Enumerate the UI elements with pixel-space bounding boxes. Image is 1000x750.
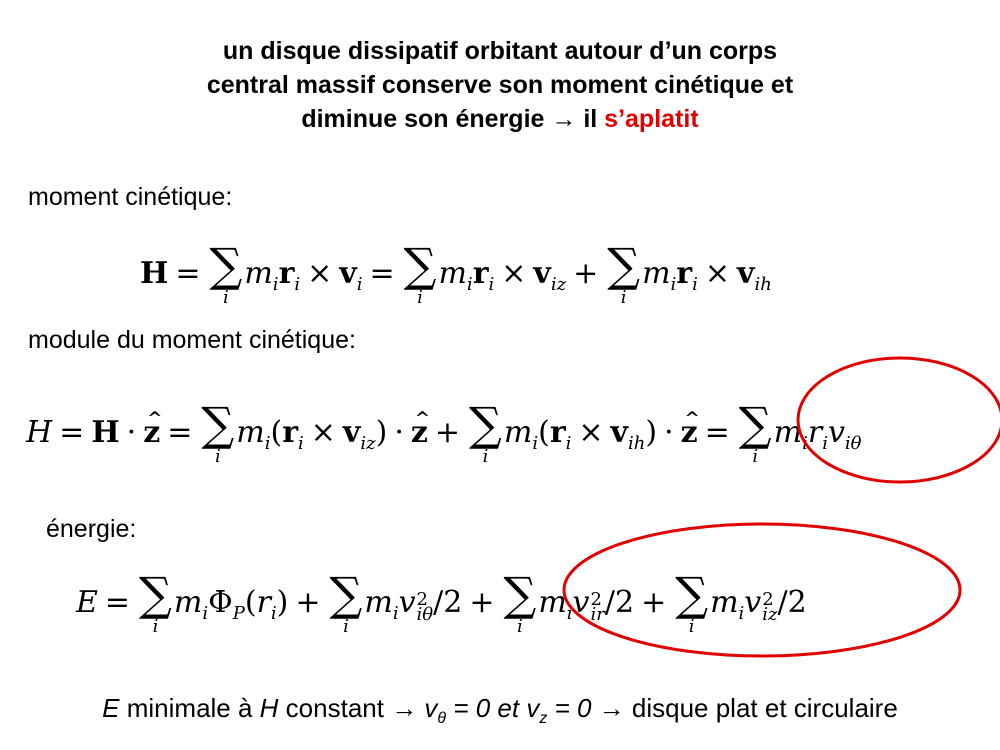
symbol-H: H [259, 693, 279, 723]
symbol-v-z: v [526, 693, 540, 723]
subscript-theta: θ [437, 710, 447, 728]
conclusion-text-2: constant → [278, 693, 425, 723]
conclusion-line [0, 692, 1000, 735]
title-line-1: un disque dissipatif orbitant autour d’un corps [222, 37, 778, 65]
symbol-E: E [102, 693, 120, 723]
conclusion-text-3: → disque plat et circulaire [591, 693, 898, 723]
slide-title [0, 34, 1000, 136]
equation-angular-momentum-vector: H = ∑ i $m_ir_i \times v_i$ = ∑ i $m_ir_i \times v_{iz}$ + ∑ i $m_ir_i \times v_{ih}$ [140, 238, 772, 308]
equation-angular-momentum-module: H = H ·^ z = ∑ i $m_i(r_i \times v_{iz})$ ·^ z + ∑ i $m_i(r_i \times v_{ih})$ ·^ z = ∑ i $m_ir_iv_{i\theta}$ [26, 402, 862, 466]
title-line-2: central massif conserve son moment cinétique et [206, 71, 794, 99]
label-module-moment: module du moment cinétique: [28, 326, 356, 354]
label-energie: énergie: [46, 515, 137, 543]
label-moment-cinetique: moment cinétique: [28, 183, 233, 211]
conclusion-eq-1: = 0 et [446, 693, 527, 723]
conclusion-eq-2: = 0 [547, 693, 592, 723]
symbol-v-theta: v [424, 693, 438, 723]
subscript-z: z [539, 710, 548, 728]
title-line-3-text: diminue son énergie → il [301, 105, 605, 133]
title-line-3 [0, 102, 1000, 136]
highlight-aplatit: s’aplatit [604, 105, 699, 133]
conclusion-text-1: minimale à [119, 693, 260, 723]
equation-energy: E = ∑ i $m_i\Phi_P(r_i)$ + ∑ i $m_iv$ 2 iθ /2 + ∑ i $m_iv$ 2 ir /2 + ∑ i $m_iv$ 2 iz /2 [76, 567, 807, 637]
